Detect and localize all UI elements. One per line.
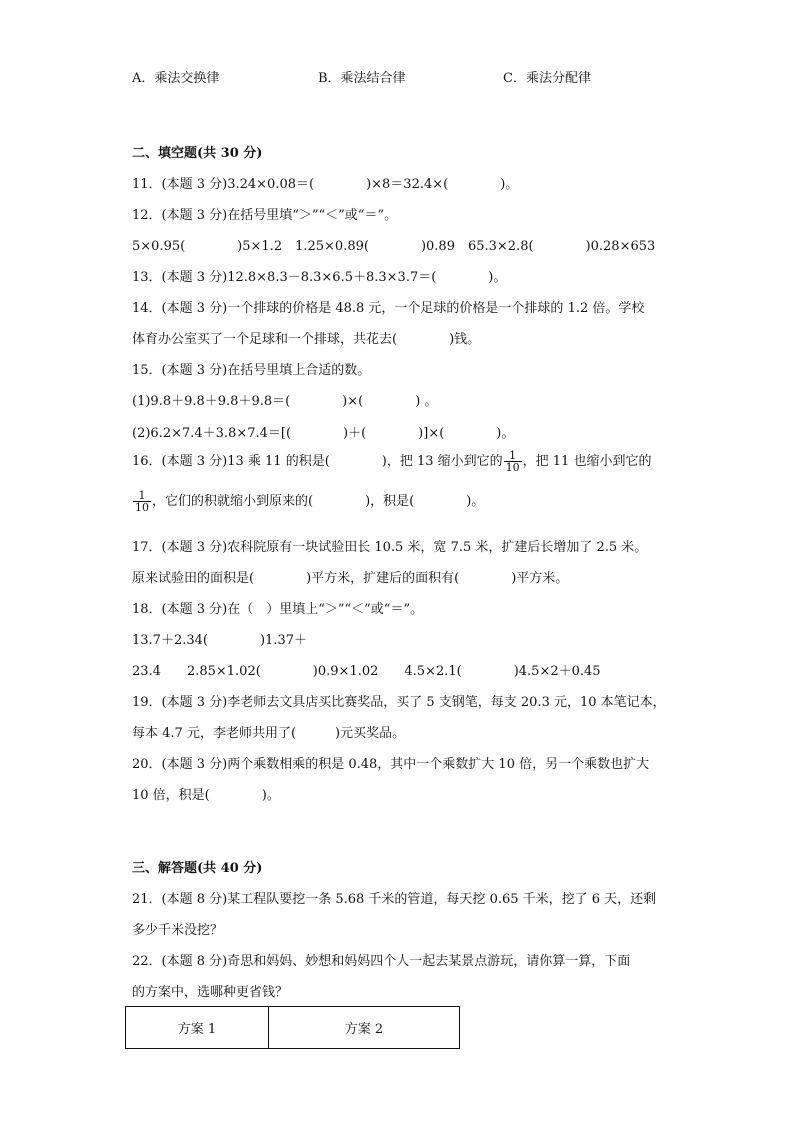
question-18-items-1: 13.7＋2.34( )1.37＋ bbox=[132, 633, 307, 648]
question-22-line-2: 的方案中，选哪种更省钱？ bbox=[132, 985, 289, 1000]
fraction-denominator: 10 bbox=[505, 461, 520, 474]
fraction-denominator-2: 10 bbox=[135, 501, 149, 514]
question-18-items-2: 23.4 2.85×1.02( )0.9×1.02 4.5×2.1( )4.5×2＋0.45 bbox=[132, 664, 601, 679]
question-14-line-2: 体育办公室买了一个足球和一个排球，共花去( )钱。 bbox=[132, 332, 481, 347]
question-16-text-3: ，它们的积就缩小到原来的( )，积是( )。 bbox=[152, 494, 485, 509]
question-12: 12．(本题 3 分)在括号里填“＞”“＜”或“＝”。 bbox=[132, 208, 398, 223]
question-15-part-1: (1)9.8＋9.8＋9.8＋9.8＝( )×( ) 。 bbox=[132, 394, 438, 409]
plan-2-header: 方案 2 bbox=[269, 1007, 460, 1049]
question-16-text-1: 16．(本题 3 分)13 乘 11 的积是( )，把 13 缩小到它的 bbox=[132, 454, 503, 469]
section-heading-answer: 三、解答题(共 40 分) bbox=[132, 861, 263, 876]
question-20-line-1: 20．(本题 3 分)两个乘数相乘的积是 0.48，其中一个乘数扩大 10 倍，另一个乘数也扩大 bbox=[132, 757, 650, 772]
fraction-one-tenth-2 bbox=[133, 490, 151, 513]
question-15-part-2: (2)6.2×7.4＋3.8×7.4＝[( )＋( )]×( )。 bbox=[132, 426, 515, 441]
option-c: C．乘法分配律 bbox=[503, 71, 591, 86]
option-a: A．乘法交换律 bbox=[132, 71, 220, 86]
question-17-line-2: 原来试验田的面积是( )平方米，扩建后的面积有( )平方米。 bbox=[132, 571, 569, 586]
table-row bbox=[126, 1007, 460, 1049]
question-19-line-2: 每本 4.7 元，李老师共用了( )元买奖品。 bbox=[132, 726, 406, 741]
question-16-line-2 bbox=[132, 490, 484, 513]
question-17-line-1: 17．(本题 3 分)农科院原有一块试验田长 10.5 米，宽 7.5 米，扩建后长增加了 2.5 米。 bbox=[132, 540, 648, 555]
question-16-text-2: ，把 11 也缩小到它的 bbox=[522, 454, 652, 469]
question-18: 18．(本题 3 分)在（ ）里填上“＞”“＜”或“＝”。 bbox=[132, 602, 424, 617]
question-21-line-1: 21．(本题 8 分)某工程队要挖一条 5.68 千米的管道，每天挖 0.65 千米，挖了 6 天，还剩 bbox=[132, 892, 657, 907]
question-16-line-1 bbox=[132, 450, 651, 473]
fraction-numerator-2: 1 bbox=[133, 490, 151, 502]
fraction-one-tenth bbox=[504, 450, 522, 473]
question-13: 13．(本题 3 分)12.8×8.3－8.3×6.5＋8.3×3.7＝( )。 bbox=[132, 270, 507, 285]
fraction-numerator: 1 bbox=[504, 450, 522, 462]
question-21-line-2: 多少千米没挖？ bbox=[132, 923, 224, 938]
question-14-line-1: 14．(本题 3 分)一个排球的价格是 48.8 元，一个足球的价格是一个排球的 1.2 倍。学校 bbox=[132, 301, 645, 316]
plan-1-header: 方案 1 bbox=[126, 1007, 269, 1049]
question-15: 15．(本题 3 分)在括号里填上合适的数。 bbox=[132, 363, 371, 378]
question-22-line-1: 22．(本题 8 分)奇思和妈妈、妙想和妈妈四个人一起去某景点游玩，请你算一算，下面 bbox=[132, 954, 631, 969]
option-b: B．乘法结合律 bbox=[318, 71, 406, 86]
question-11: 11．(本题 3 分)3.24×0.08＝( )×8＝32.4×( )。 bbox=[132, 177, 519, 192]
question-19-line-1: 19．(本题 3 分)李老师去文具店买比赛奖品，买了 5 支钢笔，每支 20.3 元，10 本笔记本， bbox=[132, 695, 666, 710]
question-20-line-2: 10 倍，积是( )。 bbox=[132, 788, 280, 803]
question-12-items: 5×0.95( )5×1.2 1.25×0.89( )0.89 65.3×2.8( )0.28×653 bbox=[132, 239, 656, 254]
section-heading-fill-in: 二、填空题(共 30 分) bbox=[132, 146, 263, 161]
plan-table bbox=[125, 1006, 460, 1049]
